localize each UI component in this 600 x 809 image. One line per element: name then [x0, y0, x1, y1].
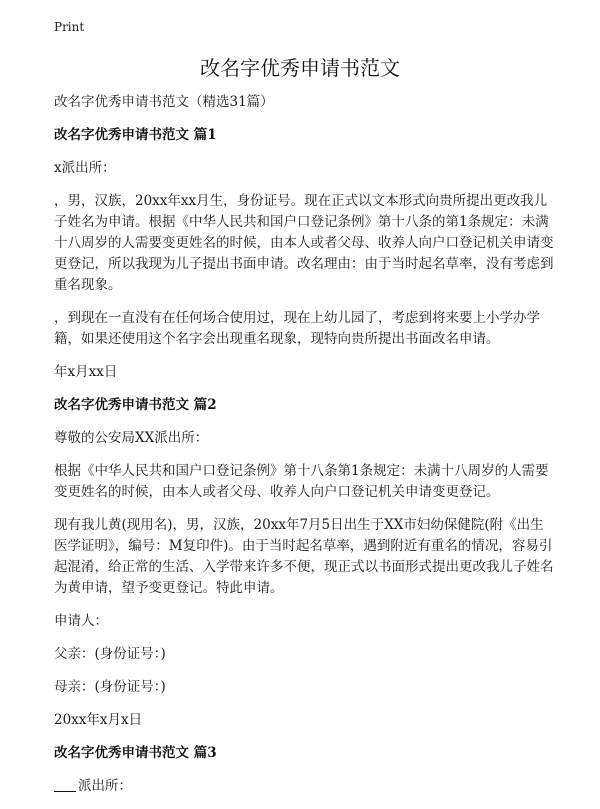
document-body — [54, 92, 554, 809]
article-heading: 改名字优秀申请书范文 篇3 — [54, 745, 217, 761]
fill-in-blank — [54, 777, 76, 792]
article-3 — [54, 743, 554, 797]
print-link[interactable]: Print — [54, 20, 85, 34]
paragraph: ，男，汉族，20xx年xx月生，身份证号。现在正式以文本形式向贵所提出更改我儿子姓名为申请。根据《中华人民共和国户口登记条例》第十八条的第1条规定：未满十八周岁的人需要变更姓名的时候，由本人或者父母、收养人向户口登记机关申请变更登记，所以我现为儿子提出书面申请。改名理由：由于当时起名草率，没有考虑到重名现象。 — [54, 193, 554, 293]
paragraph: 年x月xx日 — [54, 364, 118, 380]
paragraph: 现有我儿黄(现用名)，男，汉族，20xx年7月5日出生于XX市妇幼保健院(附《出生医学证明》，编号：M复印件)。由于当时起名草率，遇到附近有重名的情况，容易引起混淆，给正常的生活、入学带来许多不便，现正式以书面形式提出更改我儿子姓名为黄申请，望予变更登记。特此申请。 — [54, 517, 554, 596]
page-title: 改名字优秀申请书范文 — [200, 56, 400, 80]
paragraph: 父亲：(身份证号：) — [54, 646, 166, 662]
article-1 — [54, 125, 554, 383]
paragraph: 母亲：(身份证号：) — [54, 679, 166, 695]
paragraph: 申请人： — [54, 613, 108, 629]
article-2 — [54, 395, 554, 731]
paragraph: 根据《中华人民共和国户口登记条例》第十八条第1条规定：未满十八周岁的人需要变更姓名的时候，由本人或者父母、收养人向户口登记机关申请变更登记。 — [54, 463, 549, 500]
paragraph: 尊敬的公安局XX派出所： — [54, 430, 209, 446]
paragraph: ，到现在一直没有在任何场合使用过，现在上幼儿园了，考虑到将来要上小学办学籍，如果还使用这个名字会出现重名现象，现特向贵所提出书面改名申请。 — [54, 310, 540, 347]
article-heading: 改名字优秀申请书范文 篇2 — [54, 397, 217, 413]
paragraph: x派出所： — [54, 160, 116, 176]
paragraph-text: 派出所： — [78, 778, 132, 794]
paragraph: 20xx年x月x日 — [54, 712, 143, 728]
paragraph-with-blank — [54, 776, 554, 797]
article-heading: 改名字优秀申请书范文 篇1 — [54, 127, 217, 143]
document-subtitle: 改名字优秀申请书范文（精选31篇） — [54, 94, 274, 110]
